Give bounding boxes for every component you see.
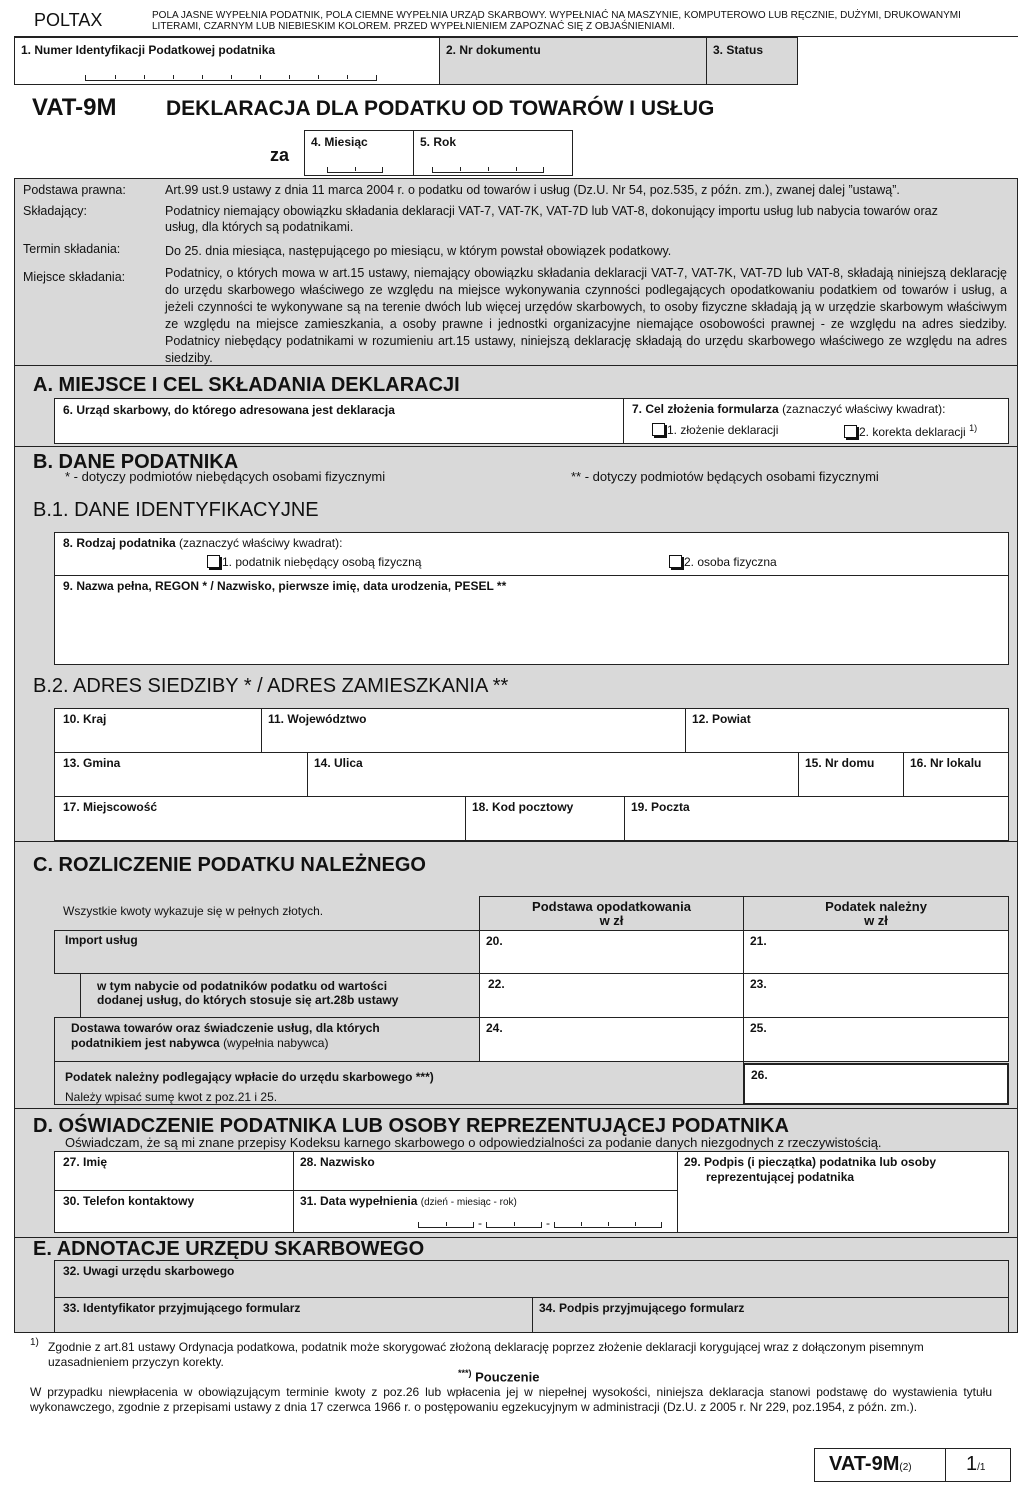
checkbox-icon[interactable] <box>652 423 665 436</box>
section-d-title: D. OŚWIADCZENIE PODATNIKA LUB OSOBY REPREZENTUJĄCEJ PODATNIKA <box>33 1115 789 1137</box>
row-buyer-text: Dostawa towarów oraz świadczenie usług, dla których podatnikiem jest nabywca (wypełnia nabywca) <box>71 1021 380 1050</box>
skladajacy-label: Składający: <box>23 204 87 218</box>
postal-code-label: 18. Kod pocztowy <box>472 800 574 814</box>
voivodeship-label: 11. Województwo <box>268 712 367 726</box>
date-label: 31. Data wypełnienia (dzień - miesiąc - rok) <box>300 1194 517 1208</box>
section-b2-title: B.2. ADRES SIEDZIBY * / ADRES ZAMIESZKANIA ** <box>33 675 509 697</box>
section-b-title: B. DANE PODATNIKA <box>33 451 239 473</box>
form-title: DEKLARACJA DLA PODATKU OD TOWARÓW I USŁUG <box>166 97 715 120</box>
field-26[interactable] <box>743 1063 1009 1105</box>
taxpayer-name-label: 9. Nazwa pełna, REGON * / Nazwisko, pierwsze imię, data urodzenia, PESEL ** <box>63 579 507 593</box>
period-za-label: za <box>270 145 290 165</box>
field-21-label: 21. <box>750 934 767 948</box>
pouczenie-text: W przypadku niewpłacenia w obowiązującym terminie kwoty z poz.26 lub wpłacenia jej w niepełnej wysokości, niniejsza deklaracja stanowi podstawę do wystawienia tytułu wykonawczego, zgodnie z przepisami ustawy z dnia 17 czerwca 1966 r. o postępowaniu egzekucyjnym w administracji (Dz.U. z 2005 r. Nr 229, poz.1954, z późn. zm.). <box>30 1385 992 1414</box>
country-label: 10. Kraj <box>63 712 107 726</box>
year-label: 5. Rok <box>420 135 457 149</box>
field-24-label: 24. <box>486 1021 503 1035</box>
taxpayer-type-label: 8. Rodzaj podatnika (zaznaczyć właściwy kwadrat): <box>63 536 343 550</box>
receiver-id-field <box>54 1297 533 1333</box>
footer-form-code <box>814 1448 946 1482</box>
field-25-label: 25. <box>750 1021 767 1035</box>
apartment-number-field[interactable] <box>903 752 1009 797</box>
county-label: 12. Powiat <box>692 712 751 726</box>
form-instructions: POLA JASNE WYPEŁNIA PODATNIK, POLA CIEMNE WYPEŁNIA URZĄD SKARBOWY. WYPEŁNIAĆ NA MASZYNIE, KOMPUTEROWO LUB RĘCZNIE, DUŻYMI, DRUKOWANYMI LITERAMI, CZARNYM LUB NIEBIESKIM KOLOREM. PRZED WYPEŁNIENIEM ZAPOZNAĆ SIĘ Z OBJAŚNIENIAMI. <box>152 10 961 32</box>
county-field[interactable] <box>685 708 1009 753</box>
checkbox-icon[interactable] <box>207 555 220 568</box>
purpose-label: 7. Cel złożenia formularza (zaznaczyć właściwy kwadrat): <box>632 402 946 416</box>
field-23[interactable] <box>743 973 1009 1018</box>
tax-office-label: 6. Urząd skarbowy, do którego adresowana jest deklaracja <box>63 403 395 417</box>
col-tax-base-header: Podstawa opodatkowania w zł <box>479 896 744 931</box>
document-number-field <box>439 37 707 85</box>
last-name-label: 28. Nazwisko <box>300 1155 375 1169</box>
field-21[interactable] <box>743 930 1009 974</box>
date-separator: - <box>546 1216 550 1230</box>
row-payable-text: Podatek należny podlegający wpłacie do urzędu skarbowego ***) <box>65 1070 434 1084</box>
field-20[interactable] <box>479 930 744 974</box>
section-b1-title: B.1. DANE IDENTYFIKACYJNE <box>33 499 319 521</box>
date-year-boxes <box>554 1222 662 1228</box>
phone-label: 30. Telefon kontaktowy <box>63 1194 195 1208</box>
month-field[interactable] <box>304 130 414 176</box>
row-eu-label <box>80 973 480 1018</box>
row-import-text: Import usług <box>65 933 138 947</box>
city-field[interactable] <box>54 796 466 841</box>
field-24[interactable] <box>479 1017 744 1062</box>
office-notes-label: 32. Uwagi urzędu skarbowego <box>63 1264 235 1278</box>
last-name-field[interactable] <box>293 1151 678 1191</box>
statement-text: Oświadczam, że są mi znane przepisy Kodeksu karnego skarbowego o odpowiedzialności za podanie danych niezgodnych z rzeczywistością. <box>65 1135 882 1150</box>
row-payable-note: Należy wpisać sumę kwot z poz.21 i 25. <box>65 1090 278 1104</box>
checkbox-icon[interactable] <box>844 425 857 438</box>
post-office-label: 19. Poczta <box>631 800 690 814</box>
first-name-field[interactable] <box>54 1151 294 1191</box>
commune-label: 13. Gmina <box>63 756 121 770</box>
field-23-label: 23. <box>750 977 767 991</box>
nip-label: 1. Numer Identyfikacji Podatkowej podatnika <box>21 43 276 57</box>
checkbox-icon[interactable] <box>669 555 682 568</box>
date-field[interactable] <box>293 1190 678 1233</box>
purpose-option-2[interactable]: 2. korekta deklaracji $^{1)}$ <box>844 423 977 439</box>
taxpayer-type-option-1[interactable]: 1. podatnik niebędący osobą fizyczną <box>207 555 421 569</box>
legal-info-block <box>14 178 1018 366</box>
section-a-title: A. MIEJSCE I CEL SKŁADANIA DEKLARACJI <box>33 374 460 396</box>
podstawa-label: Podstawa prawna: <box>23 183 126 197</box>
footer-code-text: VAT-9M(2) <box>829 1453 912 1475</box>
field-22[interactable] <box>479 973 744 1018</box>
status-label: 3. Status <box>713 43 764 57</box>
note-natural: ** - dotyczy podmiotów będących osobami fizycznymi <box>571 469 879 484</box>
receiver-id-label: 33. Identyfikator przyjmującego formularz <box>63 1301 301 1315</box>
form-code: VAT-9M <box>32 94 117 121</box>
row-eu-text: w tym nabycie od podatników podatku od wartości dodanej usług, do których stosuje się art.28b ustawy <box>97 979 399 1007</box>
document-number-label: 2. Nr dokumentu <box>446 43 541 57</box>
nip-digit-boxes <box>85 75 377 81</box>
status-field <box>706 37 798 85</box>
taxpayer-name-field[interactable] <box>54 575 1009 665</box>
street-field[interactable] <box>307 752 799 797</box>
street-label: 14. Ulica <box>314 756 363 770</box>
miejsce-text: Podatnicy, o których mowa w art.15 ustawy, niemający obowiązku składania deklaracji VAT-7, VAT-7K, VAT-7D lub VAT-8, składają niniejszą deklarację do urzędu skarbowego właściwego ze względu na miejsce wykonywania czynności podlegających opodatkowaniu podatkiem od towarów i usług, a jeżeli czynności te wykonywane są na terenie dwóch lub więcej urzędów skarbowych, to osoby fizyczne składają ją w urzędzie skarbowym właściwym ze względu na miejsce zamieszkania, a osoby prawne i jednostki organizacyjne niemające osobowości prawnej - ze względu na adres siedziby. Podatnicy niebędący podatnikami w rozumieniu art.15 ustawy, niniejszą deklarację składają do urzędu skarbowego właściwego ze względu na adres siedziby. <box>165 266 1007 365</box>
signature-field[interactable] <box>677 1151 1009 1233</box>
year-digit-boxes <box>432 167 544 173</box>
date-day-boxes <box>418 1222 474 1228</box>
row-payable-label <box>54 1061 744 1105</box>
purpose-field <box>623 398 1009 444</box>
date-month-boxes <box>486 1222 542 1228</box>
poltax-label: POLTAX <box>34 10 103 30</box>
receiver-signature-label: 34. Podpis przyjmującego formularz <box>539 1301 745 1315</box>
receiver-signature-field <box>532 1297 1009 1333</box>
skladajacy-text: Podatnicy niemający obowiązku składania deklaracji VAT-7, VAT-7K, VAT-7D lub VAT-8, dokonujący importu usług lub nabycia towarów oraz usług, dla których są podatnikami. <box>165 204 938 234</box>
miejsce-label: Miejsce składania: <box>23 270 126 284</box>
note-non-natural: * - dotyczy podmiotów niebędących osobami fizycznymi <box>65 469 386 484</box>
year-field[interactable] <box>413 130 573 176</box>
phone-field[interactable] <box>54 1190 294 1233</box>
country-field[interactable] <box>54 708 262 753</box>
date-separator: - <box>478 1216 482 1230</box>
field-26-label: 26. <box>751 1068 768 1082</box>
termin-text: Do 25. dnia miesiąca, następującego po miesiącu, w którym powstał obowiązek podatkowy. <box>165 244 672 258</box>
footer-page-number <box>945 1448 1011 1482</box>
section-c-title: C. ROZLICZENIE PODATKU NALEŻNEGO <box>33 854 426 876</box>
field-22-label: 22. <box>488 977 505 991</box>
row-import-label <box>54 930 480 974</box>
section-e-title: E. ADNOTACJE URZĘDU SKARBOWEGO <box>33 1238 425 1260</box>
field-20-label: 20. <box>486 934 503 948</box>
house-number-label: 15. Nr domu <box>805 756 875 770</box>
row-buyer-label <box>54 1017 480 1062</box>
apartment-number-label: 16. Nr lokalu <box>910 756 982 770</box>
first-name-label: 27. Imię <box>63 1155 108 1169</box>
field-25[interactable] <box>743 1017 1009 1062</box>
office-notes-field <box>54 1260 1009 1298</box>
amounts-note: Wszystkie kwoty wykazuje się w pełnych złotych. <box>63 904 324 918</box>
footnote-1-text: Zgodnie z art.81 ustawy Ordynacja podatkowa, podatnik może skorygować złożoną deklarację poprzez złożenie deklaracji korygującej wraz z dołączonym pisemnym uzasadnieniem przyczyn korekty. <box>48 1340 924 1369</box>
voivodeship-field[interactable] <box>261 708 686 753</box>
post-office-field[interactable] <box>624 796 1009 841</box>
signature-label: 29. Podpis (i pieczątka) podatnika lub osoby reprezentującej podatnika <box>684 1155 937 1184</box>
termin-label: Termin składania: <box>23 242 121 256</box>
taxpayer-type-option-2[interactable]: 2. osoba fizyczna <box>669 555 777 569</box>
tax-office-field[interactable] <box>54 398 624 444</box>
postal-code-field[interactable] <box>465 796 625 841</box>
month-digit-boxes <box>327 167 383 173</box>
city-label: 17. Miejscowość <box>63 800 158 814</box>
nip-field[interactable] <box>14 37 440 85</box>
col-tax-due-header: Podatek należny w zł <box>743 896 1009 931</box>
purpose-option-1[interactable]: 1. złożenie deklaracji <box>652 423 778 437</box>
footer-page-text: 1/1 <box>966 1453 986 1475</box>
house-number-field[interactable] <box>798 752 904 797</box>
month-label: 4. Miesiąc <box>311 135 368 149</box>
footnote-1-mark: 1) <box>30 1337 39 1348</box>
taxpayer-type-field <box>54 532 1009 576</box>
commune-field[interactable] <box>54 752 308 797</box>
podstawa-text: Art.99 ust.9 ustawy z dnia 11 marca 2004 r. o podatku od towarów i usług (Dz.U. Nr 54, poz.535, z późn. zm.), zwanej dalej ”ustawą”. <box>165 183 900 197</box>
pouczenie-heading: ***) Pouczenie <box>458 1368 540 1385</box>
